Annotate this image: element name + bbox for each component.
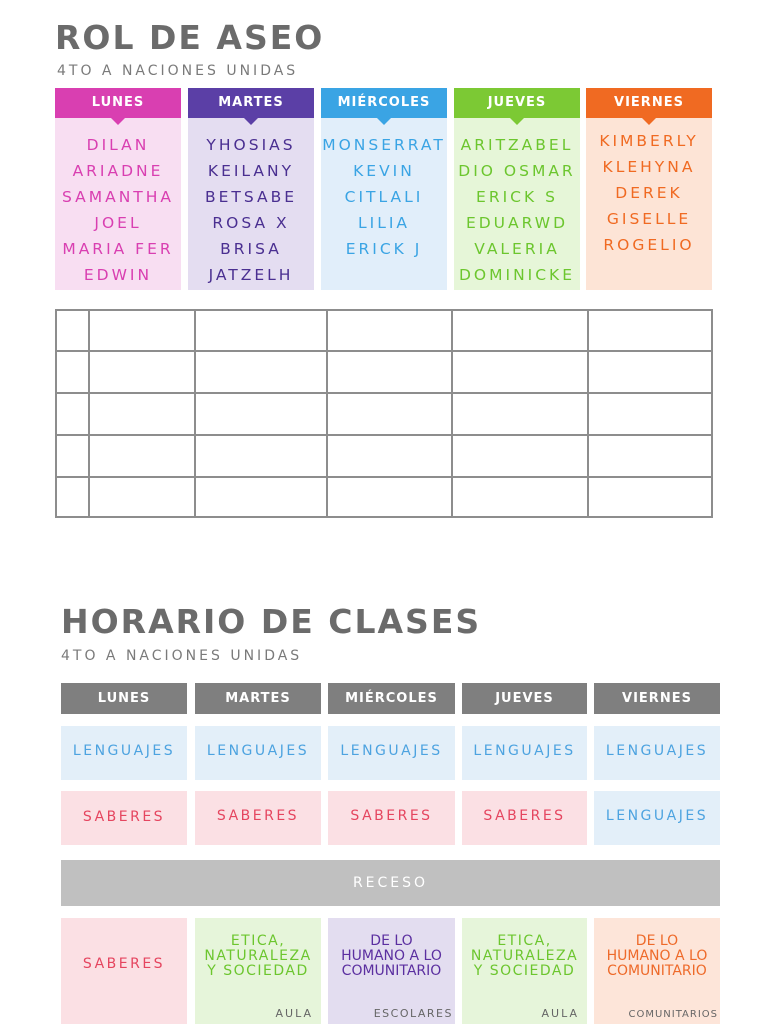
rol-name: ARITZABEL	[460, 136, 574, 154]
rol-name: BRISA	[220, 240, 282, 258]
class-cell	[462, 791, 587, 845]
horario-title: HORARIO DE CLASES	[61, 602, 482, 641]
rol-column-martes	[188, 88, 314, 290]
rol-name: ARIADNE	[72, 162, 164, 180]
horario-subtitle: 4TO A NACIONES UNIDAS	[61, 648, 303, 664]
class-name: LENGUAJES	[605, 743, 709, 759]
grid-line	[194, 311, 196, 516]
rol-column-lunes	[55, 88, 181, 290]
class-name-line: NATURALEZA	[204, 948, 312, 964]
grid-line	[587, 311, 589, 516]
class-tag: AULA	[275, 1007, 313, 1020]
class-cell	[594, 918, 720, 1024]
class-name-line: HUMANO A LO	[341, 948, 442, 964]
horario-day-header: JUEVES	[462, 683, 587, 714]
rol-column-miercoles	[321, 88, 447, 290]
horario-day-header: VIERNES	[594, 683, 720, 714]
grid-line	[57, 392, 711, 394]
class-cell	[594, 791, 720, 845]
rol-title: ROL DE ASEO	[55, 18, 325, 57]
class-name: SABERES	[483, 808, 566, 824]
class-name: LENGUAJES	[473, 743, 576, 759]
class-name: SABERES	[216, 808, 300, 824]
class-name: LENGUAJES	[72, 743, 176, 759]
grid-line	[57, 476, 711, 478]
class-name: LENGUAJES	[340, 743, 443, 759]
receso-bar: RECESO	[61, 860, 720, 906]
rol-column-jueves	[454, 88, 580, 290]
class-cell	[61, 726, 187, 780]
rol-name-list	[586, 118, 712, 290]
class-cell	[328, 726, 455, 780]
horario-day-header: LUNES	[61, 683, 187, 714]
rol-name: KEVIN	[353, 162, 415, 180]
class-cell	[195, 726, 321, 780]
class-name-line: ETICA,	[230, 933, 286, 949]
rol-day-header: MIÉRCOLES	[321, 88, 447, 118]
rol-name: JOEL	[94, 214, 142, 232]
grid-line	[57, 350, 711, 352]
horario-day-header: MARTES	[195, 683, 321, 714]
class-name-line: COMUNITARIO	[341, 963, 442, 979]
class-name: SABERES	[350, 808, 433, 824]
grid-line	[451, 311, 453, 516]
class-name-line: Y SOCIEDAD	[207, 963, 309, 979]
rol-name: DOMINICKE	[458, 266, 576, 284]
rol-name: KIMBERLY	[599, 132, 699, 150]
class-tag: COMUNITARIOS	[628, 1009, 718, 1020]
rol-name: CITLALI	[344, 188, 424, 206]
rol-name: KLEHYNA	[602, 158, 696, 176]
class-cell	[594, 726, 720, 780]
rol-name: DEREK	[615, 184, 683, 202]
rol-name: DIO OSMAR	[458, 162, 576, 180]
rol-day-header: VIERNES	[586, 88, 712, 118]
grid-line	[88, 311, 90, 516]
class-name: SABERES	[82, 956, 166, 972]
rol-name: GISELLE	[606, 210, 692, 228]
class-name-line: COMUNITARIO	[607, 963, 707, 979]
rol-name: EDWIN	[83, 266, 153, 284]
rol-name-list	[188, 118, 314, 290]
class-cell	[195, 791, 321, 845]
rol-subtitle: 4TO A NACIONES UNIDAS	[57, 63, 299, 79]
class-name-line: Y SOCIEDAD	[473, 963, 576, 979]
rol-name: ERICK S	[476, 188, 558, 206]
rol-name: BETSABE	[204, 188, 298, 206]
rol-name: ERICK J	[345, 240, 423, 258]
class-name-line: ETICA,	[497, 933, 552, 949]
class-cell	[462, 726, 587, 780]
class-cell	[195, 918, 321, 1024]
class-tag: ESCOLARES	[373, 1007, 453, 1020]
class-name-line: DE LO	[370, 933, 413, 949]
rol-column-viernes	[586, 88, 712, 290]
rol-day-header: LUNES	[55, 88, 181, 118]
class-cell	[462, 918, 587, 1024]
class-cell	[328, 791, 455, 845]
horario-day-header: MIÉRCOLES	[328, 683, 455, 714]
class-name-line: HUMANO A LO	[606, 948, 708, 964]
class-name: LENGUAJES	[206, 743, 310, 759]
rol-day-header: JUEVES	[454, 88, 580, 118]
class-cell	[61, 918, 187, 1024]
rol-name: ROSA X	[212, 214, 290, 232]
rol-name: MONSERRAT	[322, 136, 446, 154]
class-name-line: DE LO	[635, 933, 679, 949]
rol-name: SAMANTHA	[61, 188, 175, 206]
rol-name: LILIA	[357, 214, 411, 232]
rol-name: MARIA FER	[62, 240, 174, 258]
rol-name: JATZELH	[208, 266, 294, 284]
rol-name: EDUARWD	[465, 214, 569, 232]
rol-name-list	[321, 118, 447, 290]
rol-name: VALERIA	[474, 240, 560, 258]
grid-line	[57, 434, 711, 436]
class-tag: AULA	[541, 1007, 579, 1020]
class-cell	[328, 918, 455, 1024]
class-cell	[61, 791, 187, 845]
class-name: LENGUAJES	[605, 808, 709, 824]
grid-line	[326, 311, 328, 516]
rol-name-list	[454, 118, 580, 290]
rol-name: DILAN	[86, 136, 150, 154]
class-name: SABERES	[82, 809, 166, 825]
rol-name: KEILANY	[207, 162, 295, 180]
rol-name-list	[55, 118, 181, 290]
class-name-line: NATURALEZA	[470, 948, 579, 964]
rol-day-header: MARTES	[188, 88, 314, 118]
rol-name: ROGELIO	[603, 236, 695, 254]
rol-name: YHOSIAS	[206, 136, 296, 154]
empty-grid-table	[55, 309, 713, 518]
